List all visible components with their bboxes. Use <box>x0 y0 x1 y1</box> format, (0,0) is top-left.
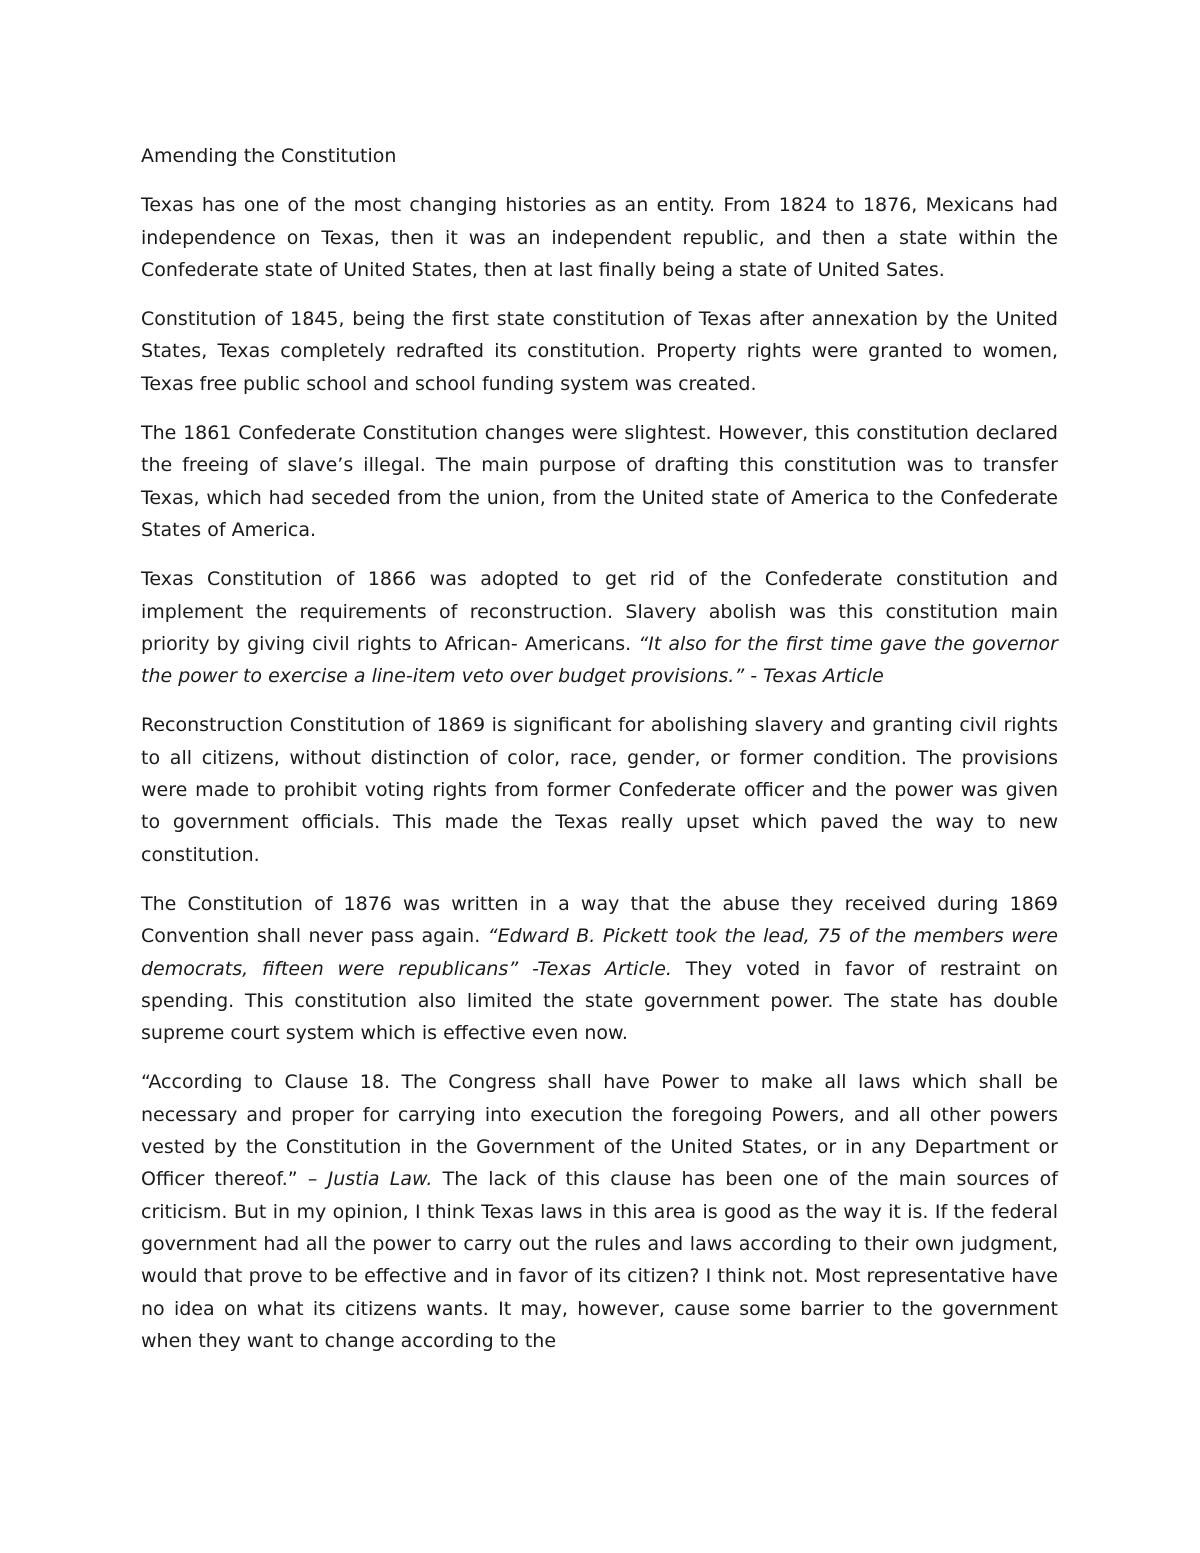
paragraph-text: They voted in favor of restraint on spending. This constitution also limited the state government power. The state has double supreme court system which is effective even now. <box>141 957 1058 1045</box>
paragraph-constitution-1861 <box>141 417 1058 546</box>
paragraph-text: Constitution of 1845, being the first state constitution of Texas after annexation by the United States, Texas completely redrafted its constitution. Property rights were granted to women, Texas free public school and school funding system was created. <box>141 308 1058 395</box>
paragraph-text: The lack of this clause has been one of the main sources of criticism. But in my opinion, I think Texas laws in this area is good as the way it is. If the federal government had all the power to carry out the rules and laws according to their own judgment, would that prove to be effective and in favor of its citizen? I think not. Most representative have no idea on what its citizens wants. It may, however, cause some barrier to the government when they want to change according to the <box>141 1168 1058 1352</box>
paragraph-texas-history <box>141 189 1058 286</box>
paragraph-text: The Constitution of 1876 was written in a way that the abuse they received during 1869 Convention shall never pass again. <box>141 892 1058 948</box>
paragraph-text: The 1861 Confederate Constitution changes were slightest. However, this constitution declared the freeing of slave’s illegal. The main purpose of drafting this constitution was to transfer Texas, which had seceded from the union, from the United state of America to the Confederate States of America. <box>141 422 1058 541</box>
paragraph-text: Texas Constitution of 1866 was adopted to get rid of the Confederate constitution and implement the requirements of reconstruction. Slavery abolish was this constitution main priority by giving civil rights to African- Americans. <box>141 568 1058 655</box>
paragraph-text: Reconstruction Constitution of 1869 is significant for abolishing slavery and granting civil rights to all citizens, without distinction of color, race, gender, or former condition. The provisions were made to prohibit voting rights from former Confederate officer and the power was given to government officials. This made the Texas really upset which paved the way to new constitution. <box>141 714 1058 866</box>
paragraph-constitution-1845 <box>141 303 1058 400</box>
paragraph-constitution-1876 <box>141 888 1058 1049</box>
paragraph-constitution-1869 <box>141 709 1058 870</box>
paragraph-text: Texas has one of the most changing histories as an entity. From 1824 to 1876, Mexicans had independence on Texas, then it was an independent republic, and then a state within the Confederate state of United States, then at last finally being a state of United Sates. <box>141 194 1058 281</box>
paragraph-clause-18 <box>141 1066 1058 1357</box>
paragraph-text: “According to Clause 18. The Congress shall have Power to make all laws which shall be necessary and proper for carrying into execution the foregoing Powers, and all other powers vested by the Constitution in the Government of the United States, or in any Department or Officer thereof.” – <box>141 1071 1058 1191</box>
document-title: Amending the Constitution <box>141 145 397 167</box>
texas-article-quote: “Edward B. Pickett took the lead, 75 of the members were democrats, fifteen were republicans” -Texas Article. <box>141 925 1058 980</box>
justia-law-citation: Justia Law. <box>327 1168 433 1191</box>
paragraph-constitution-1866 <box>141 563 1058 692</box>
texas-article-quote: “It also for the first time gave the governor the power to exercise a line-item veto over budget provisions.” - Texas Article <box>141 632 1058 688</box>
document-page <box>141 140 1058 1374</box>
